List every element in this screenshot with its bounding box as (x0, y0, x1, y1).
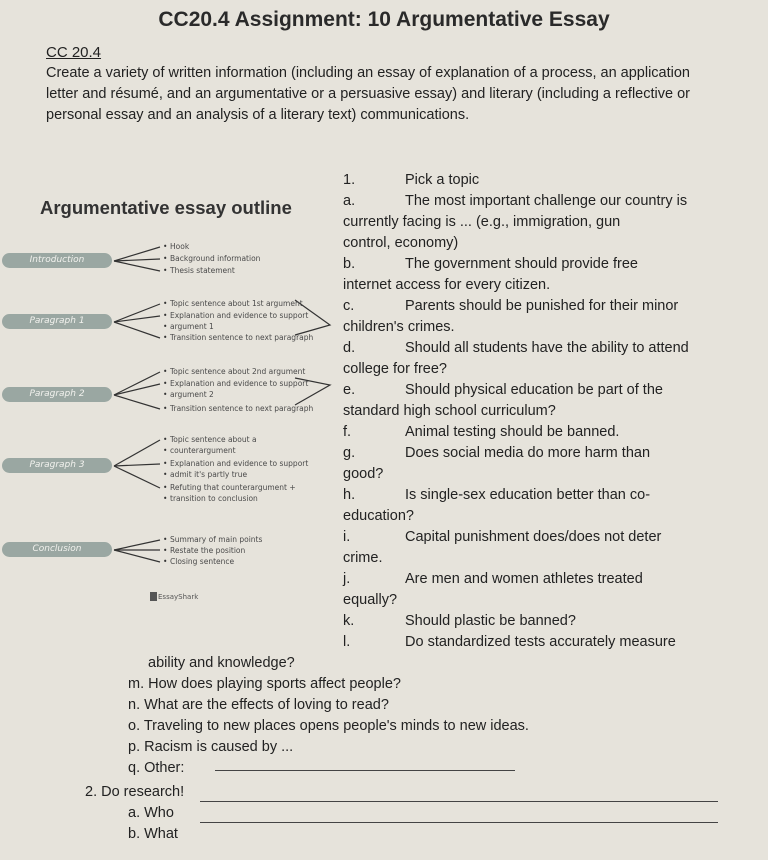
topic-letter: g. (343, 445, 356, 461)
connector-line (114, 440, 160, 466)
outline-bullet-text: argument 2 (170, 390, 214, 399)
topic-text: Do standardized tests accurately measure (405, 634, 676, 650)
outline-bullet: • Restate the position (170, 546, 245, 555)
what-answer-line[interactable] (200, 822, 718, 823)
topic-line (343, 569, 743, 590)
topic-line (343, 527, 753, 548)
topic-line: crime. (343, 550, 383, 566)
topic-line (343, 191, 743, 212)
connector-line (114, 550, 160, 562)
topic-k (343, 611, 743, 632)
topic-line (343, 632, 743, 653)
outline-section-paragraph-3: Paragraph 3 (2, 458, 112, 473)
topic-o: o. Traveling to new places opens people's minds to new ideas. (128, 718, 529, 734)
topic-text: Should plastic be banned? (405, 613, 576, 629)
outline-bullet-text: admit it's partly true (170, 470, 248, 479)
outline-bullet-text: argument 1 (170, 322, 214, 331)
topic-a (343, 191, 743, 254)
connector-line (114, 261, 160, 271)
topic-line (343, 338, 753, 359)
outline-bullet: • Summary of main points (170, 535, 262, 544)
topic-letter: i. (343, 529, 351, 545)
outline-bullet-continuation (170, 390, 214, 399)
outline-bullet-continuation (170, 322, 214, 331)
topic-letter: h. (343, 487, 356, 503)
research-who: a. Who (128, 805, 174, 821)
step-1-heading (343, 170, 479, 191)
topic-letter: b. (343, 256, 356, 272)
outline-bullet: • Closing sentence (170, 557, 234, 566)
topic-text: Animal testing should be banned. (405, 424, 620, 440)
topic-line (343, 611, 743, 632)
outline-bullet-continuation (170, 446, 236, 455)
topic-text: The most important challenge our country is (405, 193, 688, 209)
topic-line (343, 485, 743, 506)
topic-line: education? (343, 508, 414, 524)
who-answer-line[interactable] (200, 801, 718, 802)
topic-letter: k. (343, 613, 355, 629)
topic-line: standard high school curriculum? (343, 403, 556, 419)
research-what: b. What (128, 826, 178, 842)
topic-e (343, 380, 743, 422)
topic-c (343, 296, 743, 338)
connector-line (114, 372, 160, 395)
outline-section-paragraph-1: Paragraph 1 (2, 314, 112, 329)
curriculum-code: CC 20.4 (46, 44, 102, 61)
outline-bullet-text: counterargument (170, 446, 236, 455)
outline-bullet: • Thesis statement (170, 266, 235, 275)
logo-icon (150, 592, 157, 601)
topic-letter: a. (343, 193, 356, 209)
outline-bullet: • Refuting that counterargument + (170, 483, 296, 492)
topic-line (343, 254, 743, 275)
topic-line (343, 422, 743, 443)
topic-p: p. Racism is caused by ... (128, 739, 294, 755)
topic-d (343, 338, 753, 380)
topic-g (343, 443, 743, 485)
topic-j (343, 569, 743, 611)
outcome-description: Create a variety of written information (including an essay of explanation of a process, an application letter and résumé, and an argumentative or a persuasive essay) and literary (including a reflective or personal essay and an analysis of a literary text) communications. (46, 65, 690, 123)
outline-bullet: • Background information (170, 254, 260, 263)
topic-letter: e. (343, 382, 356, 398)
outline-bullet: • Explanation and evidence to support (170, 459, 308, 468)
step-2-heading: 2. Do research! (85, 784, 185, 800)
topic-q-other: q. Other: (128, 760, 185, 776)
topic-line: good? (343, 466, 384, 482)
topic-text: Is single-sex education better than co- (405, 487, 651, 503)
outline-section-conclusion: Conclusion (2, 542, 112, 557)
topic-i (343, 527, 753, 569)
outline-bullet-continuation (170, 494, 258, 503)
topic-text: Should physical education be part of the (405, 382, 663, 398)
topic-text: Parents should be punished for their minor (405, 298, 679, 314)
outline-title: Argumentative essay outline (40, 197, 292, 218)
outline-section-paragraph-2: Paragraph 2 (2, 387, 112, 402)
topic-line: internet access for every citizen. (343, 277, 551, 293)
connector-line (114, 464, 160, 466)
connector-line (114, 384, 160, 395)
topic-line: equally? (343, 592, 398, 608)
topic-m: m. How does playing sports affect people? (128, 676, 401, 692)
essayshark-logo: EssayShark (158, 593, 199, 601)
connector-line (114, 540, 160, 550)
outline-bullet: • Topic sentence about 1st argument (170, 299, 303, 308)
outline-bullet-text: transition to conclusion (170, 494, 258, 503)
topic-b (343, 254, 743, 296)
topic-n: n. What are the effects of loving to read? (128, 697, 389, 713)
outline-bullet: • Topic sentence about 2nd argument (170, 367, 305, 376)
outline-bullet: • Explanation and evidence to support (170, 311, 308, 320)
topic-text: Are men and women athletes treated (405, 571, 643, 587)
topic-h (343, 485, 743, 527)
outline-bullet: • Hook (170, 242, 189, 251)
outline-bullet: • Explanation and evidence to support (170, 379, 308, 388)
connector-line (114, 395, 160, 409)
topic-line (343, 296, 743, 317)
topic-line (343, 443, 743, 464)
topic-text: Does social media do more harm than (405, 445, 651, 461)
connector-line (114, 466, 160, 488)
topic-line: children's crimes. (343, 319, 455, 335)
outline-section-introduction: Introduction (2, 253, 112, 268)
topic-letter: c. (343, 298, 355, 314)
topic-letter: j. (343, 571, 351, 587)
topic-text: The government should provide free (405, 256, 638, 272)
page-title: CC20.4 Assignment: 10 Argumentative Essay (158, 8, 610, 31)
topic-letter: l. (343, 634, 351, 650)
outline-bullet: • Transition sentence to next paragraph (170, 404, 313, 413)
step-label: Pick a topic (405, 172, 480, 188)
topic-line (343, 380, 743, 401)
topic-line: control, economy) (343, 235, 459, 251)
outline-bullet: • Topic sentence about a (170, 435, 257, 444)
topic-letter: f. (343, 424, 352, 440)
topic-l-continuation: ability and knowledge? (148, 655, 295, 671)
step-number: 1. (343, 172, 356, 188)
connector-line (114, 322, 160, 338)
topic-l (343, 632, 743, 653)
other-answer-line[interactable] (215, 770, 515, 771)
topic-letter: d. (343, 340, 356, 356)
topic-text: Should all students have the ability to attend (405, 340, 689, 356)
topic-line: college for free? (343, 361, 447, 377)
topic-f (343, 422, 743, 443)
outline-bullet-continuation (170, 470, 247, 479)
outline-bullet: • Transition sentence to next paragraph (170, 333, 313, 342)
topic-text: Capital punishment does/does not deter (405, 529, 662, 545)
topic-line: currently facing is ... (e.g., immigration, gun (343, 214, 621, 230)
